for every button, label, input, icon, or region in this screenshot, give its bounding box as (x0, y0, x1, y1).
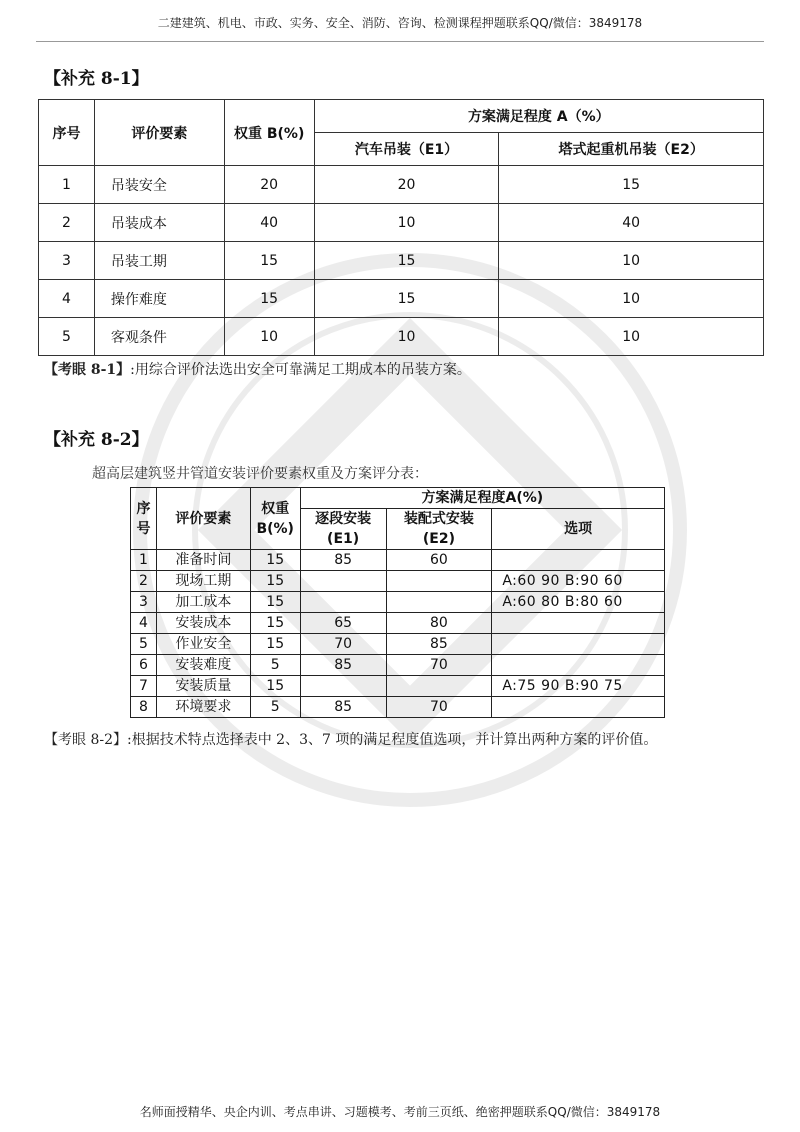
col-header-e1: 汽车吊装（E1） (314, 133, 499, 166)
table-8-2 (130, 487, 665, 718)
table-row: 2 吊装成本 40 10 40 (39, 204, 764, 242)
page-footer: 名师面授精华、央企内训、考点串讲、习题模考、考前三页纸、绝密押题联系QQ/微信：3849178 (139, 1105, 661, 1119)
section2-title: 【补充 8-2】 (44, 430, 149, 450)
table-row: 4 安装成本 15 65 80 (131, 613, 665, 634)
note-text: :用综合评价法选出安全可靠满足工期成本的吊装方案。 (130, 362, 471, 378)
col-header-satisfaction: 方案满足程度 A（%） (314, 100, 763, 133)
col-header-options: 选项 (492, 509, 665, 550)
table-row: 8 环境要求 5 85 70 (131, 697, 665, 718)
note-text: :根据技术特点选择表中 2、3、7 项的满足程度值选项，并计算出两种方案的评价值。 (127, 732, 658, 748)
note-8-2 (44, 729, 657, 749)
col-header-e2: 塔式起重机吊装（E2） (499, 133, 764, 166)
table-row: 1 吊装安全 20 20 15 (39, 166, 764, 204)
table-row: 1 准备时间 15 85 60 (131, 550, 665, 571)
note-8-1 (44, 359, 471, 379)
col-header-e1: 逐段安装 (E1) (300, 509, 386, 550)
note-label: 【考眼 8-2】 (44, 732, 127, 748)
table-row: 6 安装难度 5 85 70 (131, 655, 665, 676)
table-row: 3 加工成本 15 A:60 80 B:80 60 (131, 592, 665, 613)
col-header-weight: 权重 B(%) (224, 100, 314, 166)
note-label: 【考眼 8-1】 (44, 362, 131, 378)
table-row: 2 现场工期 15 A:60 90 B:90 60 (131, 571, 665, 592)
page-header: 二建建筑、机电、市政、实务、安全、消防、咨询、检测课程押题联系QQ/微信：3849178 (36, 14, 764, 42)
col-header-satisfaction: 方案满足程度A(%) (300, 488, 664, 509)
col-header-no: 序号 (39, 100, 95, 166)
col-header-e2: 装配式安装 (E2) (386, 509, 492, 550)
table-row: 5 客观条件 10 10 10 (39, 318, 764, 356)
table-8-1 (38, 99, 764, 356)
section1-title: 【补充 8-1】 (44, 69, 149, 89)
table-row: 4 操作难度 15 15 10 (39, 280, 764, 318)
col-header-factor: 评价要素 (94, 100, 224, 166)
col-header-no: 序号 (131, 488, 157, 550)
table-caption: 超高层建筑竖井管道安装评价要素权重及方案评分表： (92, 466, 428, 482)
table-row: 5 作业安全 15 70 85 (131, 634, 665, 655)
table-row: 3 吊装工期 15 15 10 (39, 242, 764, 280)
col-header-weight: 权重B(%) (250, 488, 300, 550)
col-header-factor: 评价要素 (156, 488, 250, 550)
table-row: 7 安装质量 15 A:75 90 B:90 75 (131, 676, 665, 697)
